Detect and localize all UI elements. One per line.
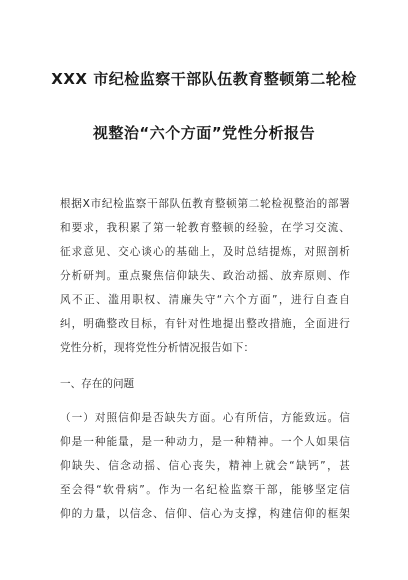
- intro-line: 分析研判。重点聚焦信仰缺失、政治动摇、放弃原则、作: [60, 270, 350, 282]
- section-heading: 一、存在的问题: [60, 378, 135, 390]
- intro-line: 风不正、滥用职权、清廉失守“六个方面”，进行自查自: [60, 294, 350, 306]
- point-line: 至会得“软骨病”。作为一名纪检监察干部，能够坚定信: [60, 484, 350, 496]
- intro-line: 党性分析，现将党性分析情况报告如下：: [60, 342, 255, 354]
- point-line: 仰的力量，以信念、信仰、信心为支撑，构建信仰的框架: [60, 508, 350, 520]
- intro-line: 和要求，我积累了第一轮教育整顿的经验，在学习交流、: [60, 222, 350, 234]
- document-title-line-1: XXX 市纪检监察干部队伍教育整顿第二轮检: [51, 70, 357, 88]
- point-line: 仰缺失、信念动摇、信心丧失，精神上就会“缺钙”，甚: [60, 460, 350, 472]
- document-title-line-2: 视整治“六个方面”党性分析报告: [92, 124, 316, 142]
- point-line: （一）对照信仰是否缺失方面。心有所信，方能致远。信: [60, 412, 350, 424]
- intro-line: 征求意见、交心谈心的基础上，及时总结提炼，对照剖析: [60, 246, 350, 258]
- intro-line: 根据X市纪检监察干部队伍教育整顿第二轮检视整治的部署: [60, 198, 350, 210]
- intro-line: 纠，明确整改目标，有针对性地提出整改措施，全面进行: [60, 318, 350, 330]
- point-line: 仰是一种能量，是一种动力，是一种精神。一个人如果信: [60, 436, 350, 448]
